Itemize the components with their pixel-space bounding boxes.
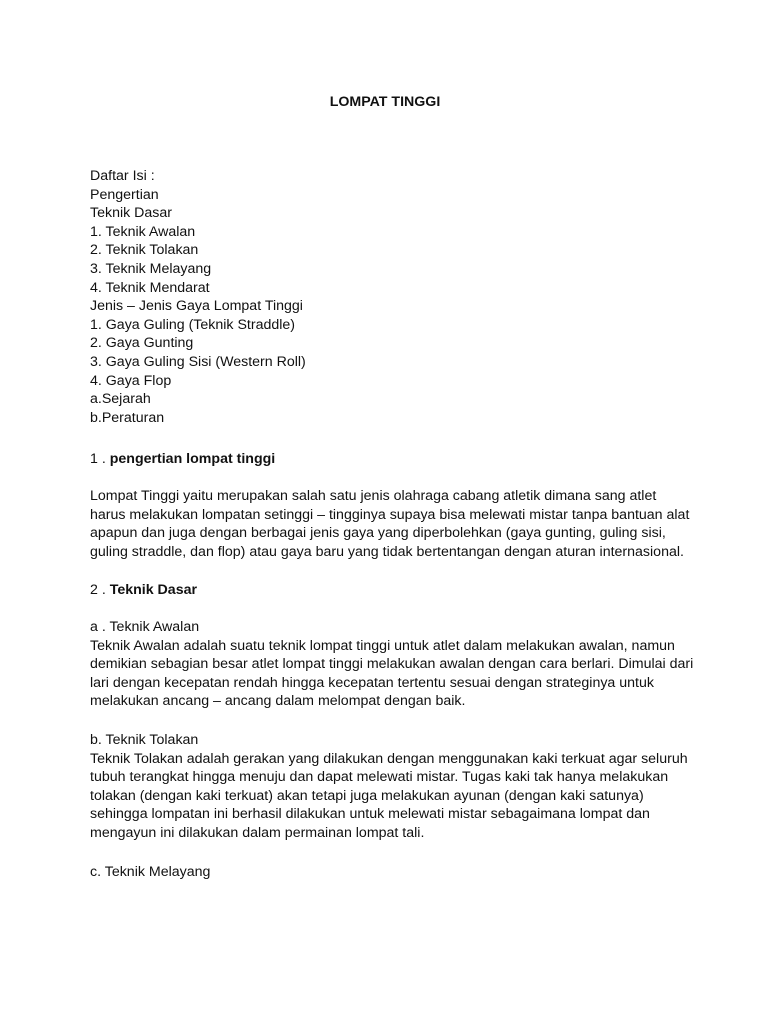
toc-item: 2. Gaya Gunting	[90, 335, 194, 352]
subsection-b-heading: b. Teknik Tolakan	[90, 732, 199, 748]
paragraph-line: Lompat Tinggi yaitu merupakan salah satu jenis olahraga cabang atletik dimana sang atlet	[90, 488, 657, 504]
section-1-paragraph	[90, 487, 690, 561]
toc-item: Daftar Isi :	[90, 168, 155, 184]
paragraph-line: Teknik Tolakan adalah gerakan yang dilakukan dengan menggunakan kaki terkuat agar seluruh	[90, 750, 688, 767]
paragraph-line: melakukan ancang – ancang dalam melompat dengan baik.	[90, 693, 466, 710]
paragraph-line: Teknik Awalan adalah suatu teknik lompat tinggi untuk atlet dalam melakukan awalan, namun	[90, 637, 675, 654]
table-of-contents	[90, 167, 306, 427]
toc-item: 4. Gaya Flop	[90, 372, 172, 389]
paragraph-line: lari dengan kecepatan rendah hingga kecepatan tertentu sesuai dengan strateginya untuk	[90, 674, 654, 691]
toc-item: Pengertian	[90, 186, 159, 203]
paragraph-line: guling straddle, dan flop) atau gaya baru yang tidak bertentangan dengan aturan internasional.	[90, 543, 684, 560]
section-2-number: 2 .	[90, 582, 110, 598]
subsection-a	[90, 618, 694, 711]
paragraph-line: tolakan (dengan kaki terkuat) akan tetapi juga melakukan ayunan (dengan kaki satunya)	[90, 787, 644, 804]
paragraph-line: mengayun ini dilakukan dalam permainan lompat tali.	[90, 824, 425, 841]
section-1-title: pengertian lompat tinggi	[109, 451, 276, 467]
toc-item: 2. Teknik Tolakan	[90, 242, 199, 259]
toc-item: 3. Teknik Melayang	[90, 260, 212, 277]
paragraph-line: apapun dan juga dengan berbagai jenis gaya yang diperbolehkan (gaya gunting, guling sisi,	[90, 525, 666, 542]
section-1-number: 1 .	[90, 451, 110, 467]
toc-item: b.Peraturan	[90, 409, 165, 426]
toc-item: Teknik Dasar	[90, 205, 172, 222]
subsection-c-heading: c. Teknik Melayang	[90, 864, 211, 880]
toc-item: 3. Gaya Guling Sisi (Western Roll)	[90, 353, 306, 370]
paragraph-line: tubuh terangkat hingga menuju dan dapat melewati mistar. Tugas kaki tak hanya melakukan	[90, 769, 669, 786]
paragraph-line: sehingga lompatan ini berhasil dilakukan untuk melewati mistar sebagaimana lompat dan	[90, 806, 650, 823]
subsection-a-heading: a . Teknik Awalan	[90, 619, 200, 635]
subsection-b	[90, 731, 690, 843]
paragraph-line: harus melakukan lompatan setinggi – tingginya supaya bisa melewati mistar tanpa bantuan alat	[90, 506, 690, 523]
page-title: LOMPAT TINGGI	[329, 94, 441, 110]
section-1-heading	[90, 450, 690, 469]
toc-item: 1. Gaya Guling (Teknik Straddle)	[90, 316, 296, 333]
toc-item: 4. Teknik Mendarat	[90, 279, 210, 296]
section-2-heading	[90, 581, 690, 600]
toc-item: 1. Teknik Awalan	[90, 223, 196, 240]
paragraph-line: demikian sebagian besar atlet lompat tinggi melakukan awalan dengan cara berlari. Dimulai dari	[90, 656, 694, 673]
section-2-title: Teknik Dasar	[109, 582, 197, 598]
toc-item: Jenis – Jenis Gaya Lompat Tinggi	[90, 298, 303, 315]
subsection-c	[90, 863, 690, 882]
toc-item: a.Sejarah	[90, 391, 151, 408]
